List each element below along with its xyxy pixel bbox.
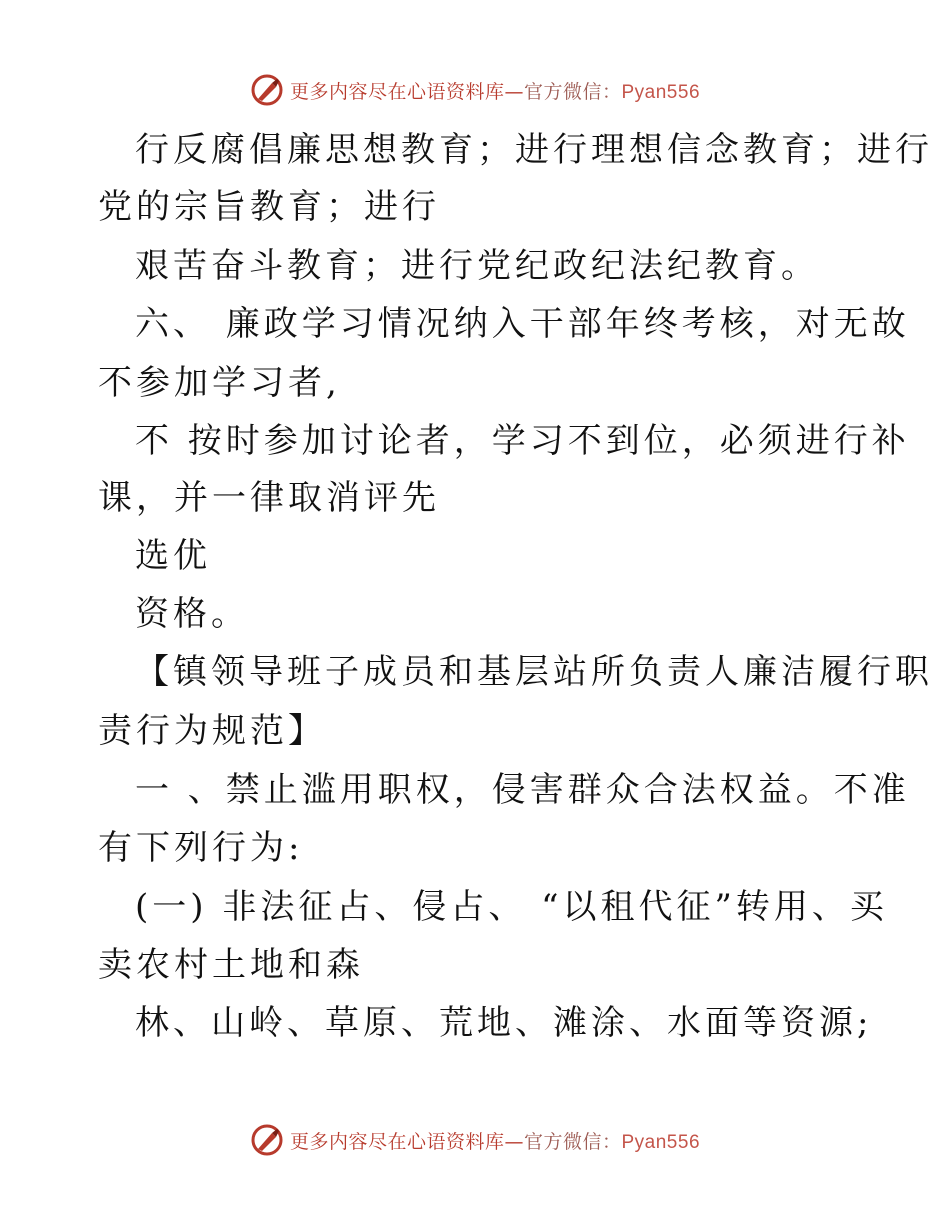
text-line: 艰苦奋斗教育；进行党纪政纪法纪教育。 (135, 246, 819, 286)
text-line: 六、 廉政学习情况纳入干部年终考核，对无故 (135, 304, 910, 344)
banner-text: 更多内容尽在心语资料库—官方微信：Pyan556 (289, 80, 701, 103)
pen-logo-icon (250, 73, 284, 107)
banner-text: 更多内容尽在心语资料库—官方微信：Pyan556 (289, 1130, 701, 1153)
text-line: (一) 非法征占、侵占、 “以租代征”转用、买 (135, 887, 888, 927)
text-line: 选优 (135, 536, 211, 576)
text-line: 有下列行为: (98, 828, 304, 868)
text-line: 行反腐倡廉思想教育；进行理想信念教育；进行 (135, 130, 933, 170)
text-line: 林、山岭、草原、荒地、滩涂、水面等资源; (135, 1003, 873, 1043)
text-line: 课，并一律取消评先 (98, 478, 440, 518)
text-line: 不参加学习者, (98, 363, 341, 403)
text-line: 资格。 (135, 594, 249, 634)
header-banner (0, 70, 950, 110)
text-line: 党的宗旨教育；进行 (98, 187, 440, 227)
text-line: 一 、禁止滥用职权，侵害群众合法权益。不准 (135, 770, 910, 810)
pen-logo-icon (250, 1123, 284, 1157)
section-heading: 责行为规范】 (98, 711, 326, 751)
section-heading: 【镇领导班子成员和基层站所负责人廉洁履行职 (135, 652, 933, 692)
footer-banner (0, 1120, 950, 1160)
text-line: 卖农村土地和森 (98, 945, 364, 985)
text-line: 不 按时参加讨论者，学习不到位，必须进行补 (135, 421, 910, 461)
